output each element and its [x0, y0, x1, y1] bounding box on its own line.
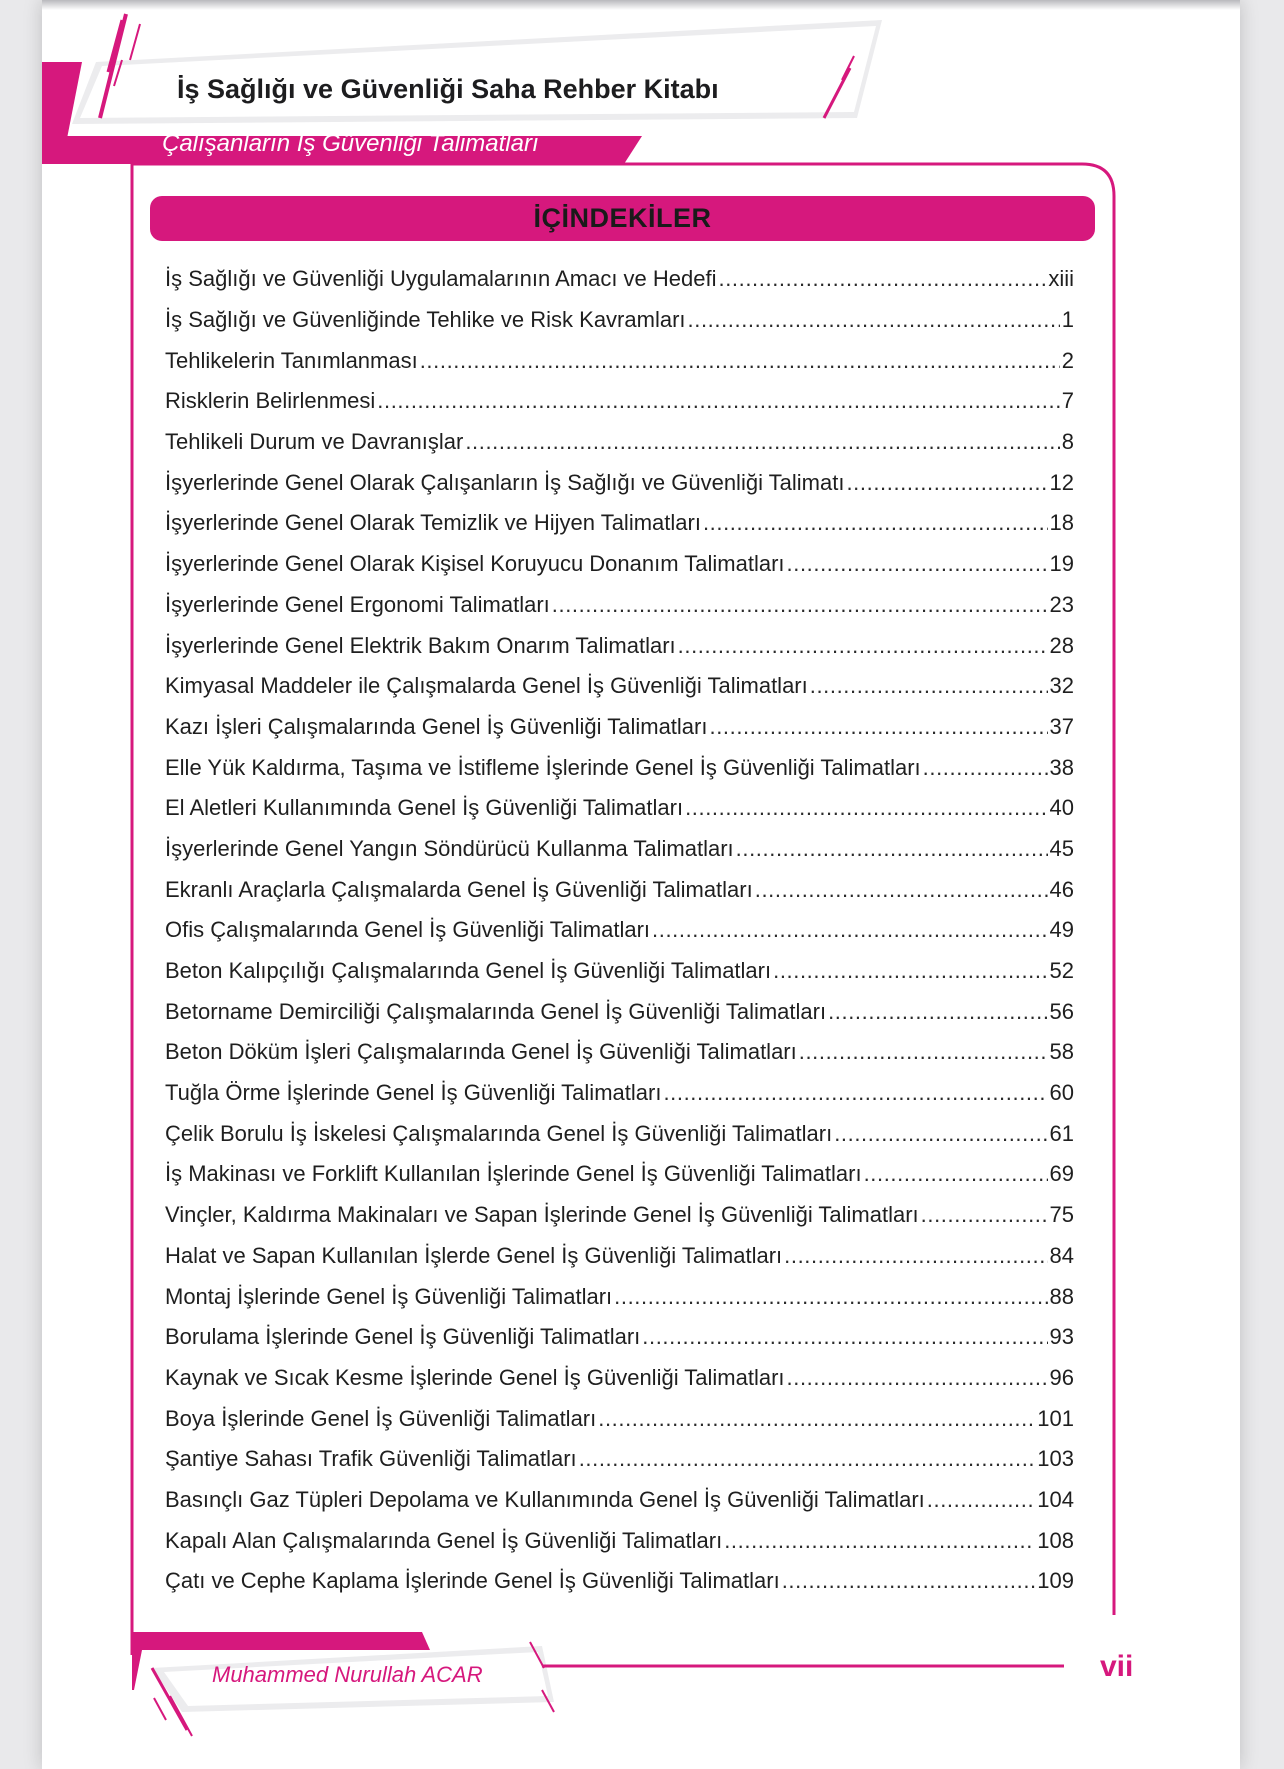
toc-entry-title: Boya İşlerinde Genel İş Güvenliği Talimatları: [165, 1405, 597, 1431]
toc-heading: İÇİNDEKİLER: [150, 196, 1095, 241]
toc-leader-dots: [465, 429, 1059, 455]
toc-entry-title: Elle Yük Kaldırma, Taşıma ve İstifleme İşlerinde Genel İş Güvenliği Talimatları: [165, 754, 921, 780]
toc-entry-page: 52: [1049, 958, 1074, 984]
toc-leader-dots: [755, 877, 1048, 903]
toc-entry-page: 93: [1049, 1324, 1074, 1350]
toc-entry[interactable]: [165, 747, 1074, 788]
toc-leader-dots: [552, 592, 1048, 618]
toc-entry[interactable]: [165, 991, 1074, 1032]
toc-entry-page: 58: [1049, 1039, 1074, 1065]
toc-entry-title: İşyerlerinde Genel Ergonomi Talimatları: [165, 591, 550, 617]
toc-entry-title: Betorname Demirciliği Çalışmalarında Genel İş Güvenliği Talimatları: [165, 998, 827, 1024]
book-page: [42, 0, 1240, 1769]
toc-leader-dots: [579, 1446, 1036, 1472]
toc-leader-dots: [828, 999, 1047, 1025]
toc-entry-page: 104: [1037, 1486, 1074, 1512]
toc-leader-dots: [642, 1324, 1047, 1350]
toc-entry-page: 7: [1061, 388, 1074, 414]
toc-entry-page: 46: [1049, 876, 1074, 902]
toc-leader-dots: [864, 1161, 1048, 1187]
toc-leader-dots: [685, 795, 1047, 821]
toc-entry[interactable]: [165, 1439, 1074, 1480]
toc-entry-page: 84: [1049, 1242, 1074, 1268]
toc-entry[interactable]: [165, 910, 1074, 951]
toc-entry-title: Basınçlı Gaz Tüpleri Depolama ve Kullanımında Genel İş Güvenliği Talimatları: [165, 1486, 925, 1512]
toc-leader-dots: [377, 388, 1059, 414]
toc-list: [165, 259, 1074, 1602]
toc-entry[interactable]: [165, 707, 1074, 748]
toc-leader-dots: [703, 510, 1048, 536]
toc-entry-title: Ofis Çalışmalarında Genel İş Güvenliği Talimatları: [165, 917, 651, 943]
toc-entry-title: Beton Döküm İşleri Çalışmalarında Genel İş Güvenliği Talimatları: [165, 1039, 797, 1065]
toc-entry[interactable]: [165, 340, 1074, 381]
toc-leader-dots: [834, 1121, 1047, 1147]
toc-entry-page: 32: [1049, 673, 1074, 699]
toc-entry[interactable]: [165, 544, 1074, 585]
page-number: vii: [1100, 1650, 1134, 1683]
toc-entry-title: İşyerlerinde Genel Olarak Kişisel Koruyucu Donanım Talimatları: [165, 551, 785, 577]
toc-entry-page: 61: [1049, 1120, 1074, 1146]
toc-entry-page: 69: [1049, 1161, 1074, 1187]
toc-entry[interactable]: [165, 1561, 1074, 1602]
toc-entry-title: Ekranlı Araçlarla Çalışmalarda Genel İş Güvenliği Talimatları: [165, 876, 753, 902]
toc-entry-title: Montaj İşlerinde Genel İş Güvenliği Talimatları: [165, 1283, 613, 1309]
toc-leader-dots: [923, 755, 1048, 781]
toc-leader-dots: [784, 1243, 1047, 1269]
toc-entry-title: İş Sağlığı ve Güvenliği Uygulamalarının Amacı ve Hedefi: [165, 266, 717, 292]
toc-entry-page: 96: [1049, 1364, 1074, 1390]
toc-entry[interactable]: [165, 585, 1074, 626]
toc-entry[interactable]: [165, 869, 1074, 910]
toc-leader-dots: [773, 958, 1047, 984]
toc-entry[interactable]: [165, 1236, 1074, 1277]
toc-entry-page: 56: [1049, 998, 1074, 1024]
toc-entry-title: İşyerlerinde Genel Yangın Söndürücü Kullanma Talimatları: [165, 835, 734, 861]
toc-leader-dots: [709, 714, 1047, 740]
toc-entry-title: Risklerin Belirlenmesi: [165, 388, 376, 414]
toc-entry-page: 19: [1049, 551, 1074, 577]
toc-entry-page: 49: [1049, 917, 1074, 943]
toc-entry-page: 108: [1037, 1527, 1074, 1553]
toc-entry-page: 40: [1049, 795, 1074, 821]
toc-leader-dots: [787, 1365, 1048, 1391]
toc-entry-page: 45: [1049, 835, 1074, 861]
toc-entry[interactable]: [165, 1113, 1074, 1154]
toc-leader-dots: [678, 633, 1048, 659]
toc-entry-title: Kazı İşleri Çalışmalarında Genel İş Güvenliği Talimatları: [165, 713, 708, 739]
toc-entry[interactable]: [165, 666, 1074, 707]
toc-entry-title: İşyerlerinde Genel Elektrik Bakım Onarım Talimatları: [165, 632, 676, 658]
toc-entry-title: İşyerlerinde Genel Olarak Çalışanların İş Sağlığı ve Güvenliği Talimatı: [165, 469, 845, 495]
toc-entry-page: 12: [1049, 469, 1074, 495]
toc-entry[interactable]: [165, 422, 1074, 463]
toc-entry-page: 28: [1049, 632, 1074, 658]
toc-entry-page: 1: [1061, 307, 1074, 333]
toc-leader-dots: [688, 307, 1060, 333]
toc-entry-page: 2: [1061, 347, 1074, 373]
toc-entry-title: Vinçler, Kaldırma Makinaları ve Sapan İşlerinde Genel İş Güvenliği Talimatları: [165, 1202, 919, 1228]
toc-entry-title: İş Makinası ve Forklift Kullanılan İşlerinde Genel İş Güvenliği Talimatları: [165, 1161, 862, 1187]
toc-entry-title: Çelik Borulu İş İskelesi Çalışmalarında Genel İş Güvenliği Talimatları: [165, 1120, 833, 1146]
toc-entry[interactable]: [165, 1073, 1074, 1114]
toc-entry-title: El Aletleri Kullanımında Genel İş Güvenliği Talimatları: [165, 795, 684, 821]
toc-entry-title: Şantiye Sahası Trafik Güvenliği Talimatları: [165, 1446, 577, 1472]
toc-entry-page: 103: [1037, 1446, 1074, 1472]
toc-entry-title: Borulama İşlerinde Genel İş Güvenliği Talimatları: [165, 1324, 641, 1350]
toc-leader-dots: [736, 836, 1048, 862]
toc-entry-title: Beton Kalıpçılığı Çalışmalarında Genel İş Güvenliği Talimatları: [165, 958, 772, 984]
toc-leader-dots: [787, 551, 1048, 577]
toc-entry-title: Kaynak ve Sıcak Kesme İşlerinde Genel İş Güvenliği Talimatları: [165, 1364, 785, 1390]
toc-entry-page: 18: [1049, 510, 1074, 536]
toc-leader-dots: [598, 1406, 1035, 1432]
toc-leader-dots: [782, 1568, 1036, 1594]
toc-entry-title: Kapalı Alan Çalışmalarında Genel İş Güvenliği Talimatları: [165, 1527, 723, 1553]
toc-entry[interactable]: [165, 1032, 1074, 1073]
toc-leader-dots: [846, 470, 1047, 496]
toc-leader-dots: [724, 1528, 1035, 1554]
toc-entry-page: 38: [1049, 754, 1074, 780]
toc-entry[interactable]: [165, 1520, 1074, 1561]
toc-entry-page: 60: [1049, 1080, 1074, 1106]
book-title: İş Sağlığı ve Güvenliği Saha Rehber Kitabı: [177, 74, 719, 104]
toc-leader-dots: [663, 1080, 1047, 1106]
toc-entry-page: 101: [1037, 1405, 1074, 1431]
toc-entry-page: 8: [1061, 429, 1074, 455]
toc-entry[interactable]: [165, 951, 1074, 992]
toc-entry[interactable]: [165, 381, 1074, 422]
toc-entry-page: xiii: [1048, 266, 1074, 292]
toc-entry-page: 37: [1049, 713, 1074, 739]
section-subtitle: Çalışanların İş Güvenliği Talimatları: [162, 130, 539, 157]
toc-entry[interactable]: [165, 829, 1074, 870]
toc-entry-title: Tehlikelerin Tanımlanması: [165, 347, 418, 373]
toc-entry-title: İş Sağlığı ve Güvenliğinde Tehlike ve Risk Kavramları: [165, 307, 686, 333]
toc-entry[interactable]: [165, 1276, 1074, 1317]
toc-entry-title: Halat ve Sapan Kullanılan İşlerde Genel İş Güvenliği Talimatları: [165, 1242, 783, 1268]
toc-leader-dots: [799, 1039, 1048, 1065]
toc-leader-dots: [614, 1284, 1047, 1310]
toc-leader-dots: [420, 348, 1060, 374]
toc-entry-page: 75: [1049, 1202, 1074, 1228]
toc-entry[interactable]: [165, 300, 1074, 341]
toc-entry-title: Çatı ve Cephe Kaplama İşlerinde Genel İş Güvenliği Talimatları: [165, 1568, 780, 1594]
toc-entry[interactable]: [165, 1480, 1074, 1521]
toc-entry[interactable]: [165, 259, 1074, 300]
toc-leader-dots: [652, 917, 1048, 943]
toc-entry-title: Tuğla Örme İşlerinde Genel İş Güvenliği Talimatları: [165, 1080, 662, 1106]
toc-entry[interactable]: [165, 503, 1074, 544]
toc-leader-dots: [719, 266, 1047, 292]
toc-leader-dots: [921, 1202, 1048, 1228]
toc-entry[interactable]: [165, 788, 1074, 829]
toc-entry-title: Kimyasal Maddeler ile Çalışmalarda Genel İş Güvenliği Talimatları: [165, 673, 808, 699]
toc-entry[interactable]: [165, 1195, 1074, 1236]
toc-entry[interactable]: [165, 1154, 1074, 1195]
toc-entry-title: Tehlikeli Durum ve Davranışlar: [165, 429, 464, 455]
toc-entry-page: 109: [1037, 1568, 1074, 1594]
toc-entry[interactable]: [165, 1398, 1074, 1439]
toc-entry[interactable]: [165, 462, 1074, 503]
author-name: Muhammed Nurullah ACAR: [212, 1662, 483, 1687]
toc-entry-page: 23: [1049, 591, 1074, 617]
toc-entry-title: İşyerlerinde Genel Olarak Temizlik ve Hijyen Talimatları: [165, 510, 701, 536]
toc-leader-dots: [927, 1487, 1036, 1513]
toc-entry[interactable]: [165, 625, 1074, 666]
toc-entry-page: 88: [1049, 1283, 1074, 1309]
toc-entry[interactable]: [165, 1317, 1074, 1358]
toc-leader-dots: [810, 673, 1048, 699]
toc-entry[interactable]: [165, 1358, 1074, 1399]
